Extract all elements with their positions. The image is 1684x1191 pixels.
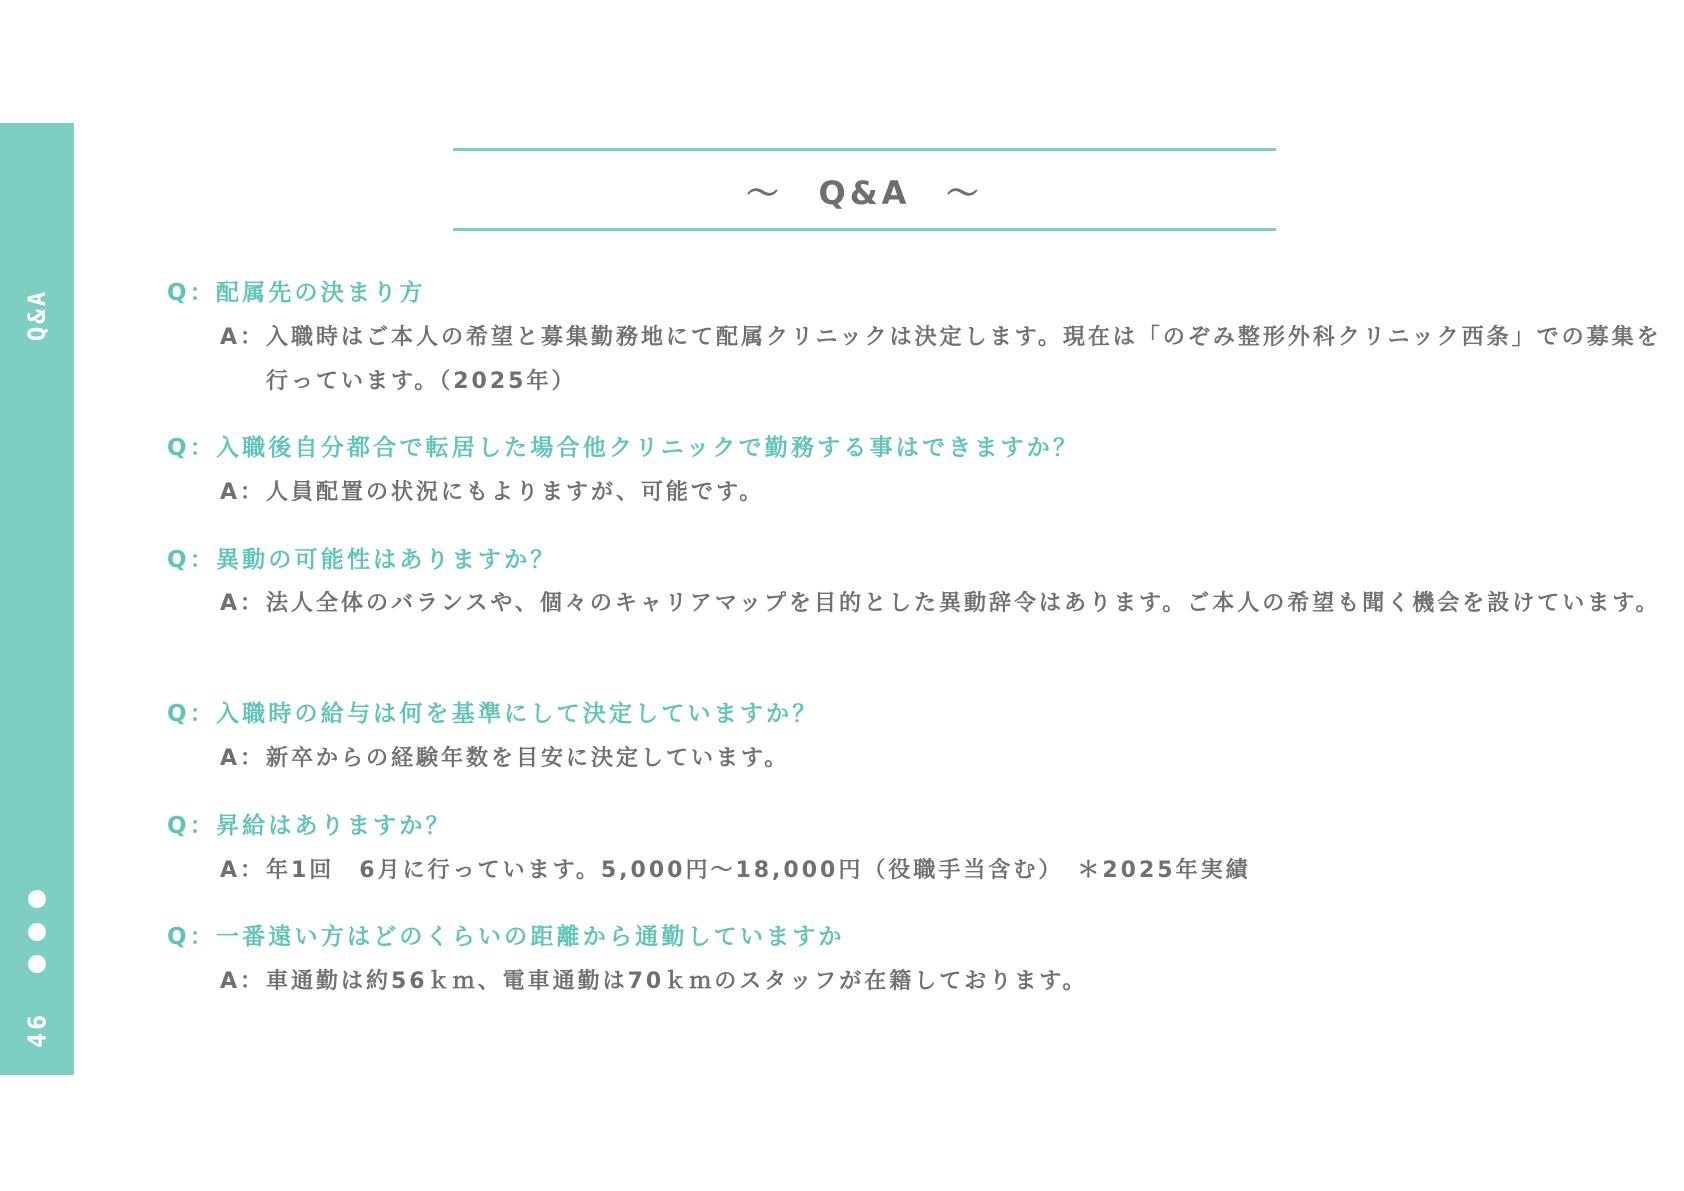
page-title: ～ Q&A ～ — [746, 174, 983, 212]
answer-prefix: A： — [220, 325, 266, 350]
question — [167, 278, 426, 308]
answer-prefix: A： — [220, 480, 266, 505]
answer-text: 年1回 6月に行っています。5,000円～18,000円（役職手当含む） ＊2025年実績 — [266, 858, 1251, 883]
dot-icon — [28, 890, 46, 908]
answer-prefix: A： — [220, 591, 266, 616]
question-text: 一番遠い方はどのくらいの距離から通勤していますか — [215, 924, 845, 950]
page-number: 46 — [22, 1011, 52, 1049]
sidebar-band — [0, 123, 74, 1075]
question-prefix: Q： — [167, 924, 216, 950]
question — [167, 811, 452, 841]
answer-text: 新卒からの経験年数を目安に決定しています。 — [266, 746, 790, 771]
question — [167, 545, 557, 575]
answer — [220, 478, 764, 508]
title-rule-bottom — [453, 228, 1276, 231]
question — [167, 922, 845, 952]
answer-prefix: A： — [220, 746, 266, 771]
answer — [220, 744, 789, 774]
question — [167, 433, 1079, 463]
question-text: 入職後自分都合で転居した場合他クリニックで勤務する事はできますか？ — [215, 435, 1080, 461]
dot-icon — [28, 955, 46, 973]
question — [167, 699, 819, 729]
dot-icon — [28, 923, 46, 941]
question-prefix: Q： — [167, 547, 216, 573]
question-prefix: Q： — [167, 701, 216, 727]
question-text: 異動の可能性はありますか？ — [215, 547, 557, 573]
question-text: 配属先の決まり方 — [215, 280, 426, 306]
answer-prefix: A： — [220, 858, 266, 883]
answer — [220, 856, 1251, 886]
answer-text: 人員配置の状況にもよりますが、可能です。 — [266, 480, 765, 505]
answer-text: 車通勤は約56ｋｍ、電車通勤は70ｋｍのスタッフが在籍しております。 — [266, 969, 1088, 994]
answer — [220, 967, 1087, 997]
answer-text: 法人全体のバランスや、個々のキャリアマップを目的とした異動辞令はあります。ご本人の希望も聞く機会を設けています。 — [266, 591, 1661, 616]
answer — [220, 316, 1666, 404]
answer-prefix: A： — [220, 969, 266, 994]
question-prefix: Q： — [167, 435, 216, 461]
answer-text: 入職時はご本人の希望と募集勤務地にて配属クリニックは決定します。現在は「のぞみ整形外科クリニック西条」での募集を行っています。（2025年） — [266, 325, 1662, 394]
answer — [220, 582, 1666, 626]
section-label: Q&A — [23, 288, 51, 342]
question-text: 入職時の給与は何を基準にして決定していますか？ — [215, 701, 819, 727]
question-prefix: Q： — [167, 813, 216, 839]
question-prefix: Q： — [167, 280, 216, 306]
question-text: 昇給はありますか？ — [215, 813, 452, 839]
